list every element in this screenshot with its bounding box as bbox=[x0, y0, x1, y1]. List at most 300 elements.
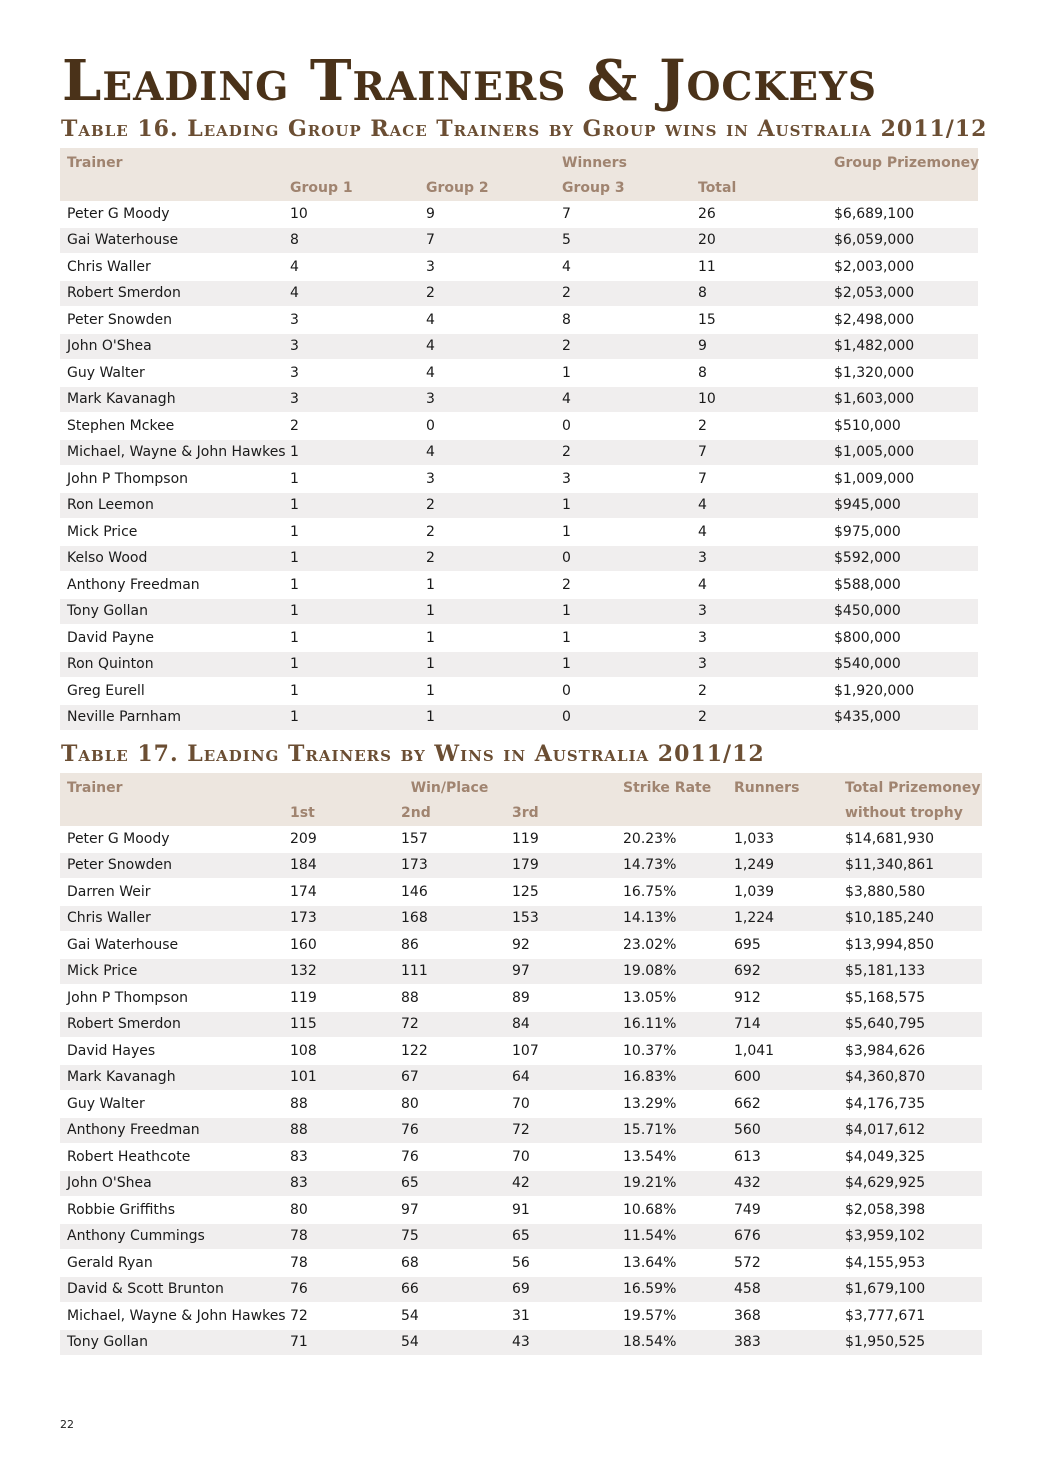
cell-total-prizemoney: $1,679,100 bbox=[838, 1276, 982, 1303]
cell-3rd: 69 bbox=[505, 1276, 616, 1303]
cell-group-1: 2 bbox=[283, 413, 419, 440]
table-row bbox=[60, 492, 978, 519]
table-row bbox=[60, 439, 978, 466]
cell-group-1: 10 bbox=[283, 201, 419, 227]
cell-group-3: 5 bbox=[555, 227, 691, 254]
cell-1st: 88 bbox=[283, 1091, 394, 1118]
cell-trainer: David & Scott Brunton bbox=[60, 1276, 283, 1303]
cell-strike-rate: 14.73% bbox=[616, 852, 727, 879]
cell-trainer: Gerald Ryan bbox=[60, 1250, 283, 1277]
cell-trainer: Anthony Freedman bbox=[60, 1117, 283, 1144]
cell-group-prizemoney: $435,000 bbox=[827, 704, 978, 731]
cell-runners: 1,224 bbox=[727, 905, 838, 932]
cell-total-prizemoney: $3,880,580 bbox=[838, 879, 982, 906]
cell-group-3: 0 bbox=[555, 704, 691, 731]
cell-total-prizemoney: $14,681,930 bbox=[838, 826, 982, 852]
cell-total-prizemoney: $3,984,626 bbox=[838, 1038, 982, 1065]
cell-group-prizemoney: $6,689,100 bbox=[827, 201, 978, 227]
cell-2nd: 75 bbox=[394, 1223, 505, 1250]
header-win-place: Win/Place bbox=[394, 773, 505, 801]
cell-group-2: 2 bbox=[419, 280, 555, 307]
cell-group-3: 0 bbox=[555, 678, 691, 705]
cell-strike-rate: 18.54% bbox=[616, 1329, 727, 1356]
cell-group-2: 9 bbox=[419, 201, 555, 227]
cell-group-3: 7 bbox=[555, 201, 691, 227]
cell-total-prizemoney: $4,360,870 bbox=[838, 1064, 982, 1091]
cell-3rd: 91 bbox=[505, 1197, 616, 1224]
cell-runners: 613 bbox=[727, 1144, 838, 1171]
cell-total: 2 bbox=[691, 704, 827, 731]
cell-group-2: 1 bbox=[419, 678, 555, 705]
cell-runners: 676 bbox=[727, 1223, 838, 1250]
table-row bbox=[60, 852, 982, 879]
cell-group-1: 1 bbox=[283, 572, 419, 599]
cell-2nd: 86 bbox=[394, 932, 505, 959]
table-row bbox=[60, 1091, 982, 1118]
cell-group-3: 0 bbox=[555, 545, 691, 572]
cell-total-prizemoney: $1,950,525 bbox=[838, 1329, 982, 1356]
cell-group-2: 1 bbox=[419, 572, 555, 599]
cell-group-1: 1 bbox=[283, 704, 419, 731]
table-row bbox=[60, 1250, 982, 1277]
cell-1st: 72 bbox=[283, 1303, 394, 1330]
header-2nd: 2nd bbox=[394, 801, 505, 827]
cell-runners: 1,039 bbox=[727, 879, 838, 906]
cell-1st: 101 bbox=[283, 1064, 394, 1091]
cell-2nd: 146 bbox=[394, 879, 505, 906]
cell-2nd: 54 bbox=[394, 1303, 505, 1330]
table-row bbox=[60, 1276, 982, 1303]
cell-trainer: Guy Walter bbox=[60, 360, 283, 387]
cell-runners: 692 bbox=[727, 958, 838, 985]
cell-group-2: 4 bbox=[419, 307, 555, 334]
table-row bbox=[60, 704, 978, 731]
cell-2nd: 97 bbox=[394, 1197, 505, 1224]
cell-group-1: 1 bbox=[283, 466, 419, 493]
cell-2nd: 67 bbox=[394, 1064, 505, 1091]
table-17-header-row-1 bbox=[60, 773, 982, 801]
cell-group-3: 1 bbox=[555, 360, 691, 387]
cell-group-2: 0 bbox=[419, 413, 555, 440]
cell-total: 20 bbox=[691, 227, 827, 254]
cell-total: 3 bbox=[691, 651, 827, 678]
table-row bbox=[60, 360, 978, 387]
cell-runners: 432 bbox=[727, 1170, 838, 1197]
cell-total-prizemoney: $3,959,102 bbox=[838, 1223, 982, 1250]
cell-3rd: 42 bbox=[505, 1170, 616, 1197]
cell-group-2: 3 bbox=[419, 254, 555, 281]
cell-3rd: 65 bbox=[505, 1223, 616, 1250]
cell-runners: 1,041 bbox=[727, 1038, 838, 1065]
cell-trainer: Robbie Griffiths bbox=[60, 1197, 283, 1224]
table-row bbox=[60, 1223, 982, 1250]
cell-group-prizemoney: $945,000 bbox=[827, 492, 978, 519]
cell-total: 26 bbox=[691, 201, 827, 227]
cell-1st: 108 bbox=[283, 1038, 394, 1065]
cell-strike-rate: 13.29% bbox=[616, 1091, 727, 1118]
cell-trainer: Gai Waterhouse bbox=[60, 227, 283, 254]
page-number: 22 bbox=[60, 1418, 74, 1431]
cell-3rd: 92 bbox=[505, 932, 616, 959]
table-row bbox=[60, 1144, 982, 1171]
cell-total: 8 bbox=[691, 280, 827, 307]
cell-strike-rate: 16.83% bbox=[616, 1064, 727, 1091]
cell-group-prizemoney: $510,000 bbox=[827, 413, 978, 440]
cell-trainer: Anthony Freedman bbox=[60, 572, 283, 599]
cell-2nd: 68 bbox=[394, 1250, 505, 1277]
cell-total: 8 bbox=[691, 360, 827, 387]
cell-1st: 174 bbox=[283, 879, 394, 906]
cell-trainer: John O'Shea bbox=[60, 1170, 283, 1197]
cell-trainer: David Payne bbox=[60, 625, 283, 652]
cell-group-prizemoney: $450,000 bbox=[827, 598, 978, 625]
cell-group-prizemoney: $2,498,000 bbox=[827, 307, 978, 334]
table-16-body bbox=[60, 201, 978, 731]
table-row bbox=[60, 386, 978, 413]
cell-trainer: Michael, Wayne & John Hawkes bbox=[60, 439, 283, 466]
cell-3rd: 31 bbox=[505, 1303, 616, 1330]
cell-group-1: 1 bbox=[283, 545, 419, 572]
cell-group-1: 3 bbox=[283, 333, 419, 360]
table-17-body bbox=[60, 826, 982, 1356]
cell-2nd: 157 bbox=[394, 826, 505, 852]
cell-1st: 83 bbox=[283, 1144, 394, 1171]
cell-trainer: Kelso Wood bbox=[60, 545, 283, 572]
cell-trainer: Mark Kavanagh bbox=[60, 1064, 283, 1091]
table-row bbox=[60, 1197, 982, 1224]
cell-trainer: Chris Waller bbox=[60, 254, 283, 281]
header-total-prizemoney: Total Prizemoney bbox=[838, 773, 982, 801]
cell-group-1: 4 bbox=[283, 280, 419, 307]
cell-3rd: 70 bbox=[505, 1091, 616, 1118]
table-row bbox=[60, 1303, 982, 1330]
header-trainer: Trainer bbox=[60, 773, 283, 801]
cell-total: 4 bbox=[691, 519, 827, 546]
cell-group-1: 1 bbox=[283, 598, 419, 625]
cell-trainer: Robert Heathcote bbox=[60, 1144, 283, 1171]
cell-runners: 714 bbox=[727, 1011, 838, 1038]
cell-strike-rate: 16.75% bbox=[616, 879, 727, 906]
cell-runners: 458 bbox=[727, 1276, 838, 1303]
cell-total: 3 bbox=[691, 625, 827, 652]
cell-2nd: 76 bbox=[394, 1117, 505, 1144]
cell-group-2: 4 bbox=[419, 360, 555, 387]
cell-group-3: 1 bbox=[555, 625, 691, 652]
header-winners: Winners bbox=[555, 148, 691, 176]
cell-total: 3 bbox=[691, 545, 827, 572]
header-strike-rate: Strike Rate bbox=[616, 773, 727, 801]
cell-group-3: 1 bbox=[555, 519, 691, 546]
cell-trainer: Darren Weir bbox=[60, 879, 283, 906]
table-row bbox=[60, 958, 982, 985]
table-16-caption: Table 16. Leading Group Race Trainers by Group wins in Australia 2011/12 bbox=[61, 116, 988, 142]
cell-3rd: 84 bbox=[505, 1011, 616, 1038]
cell-group-prizemoney: $1,482,000 bbox=[827, 333, 978, 360]
cell-strike-rate: 19.08% bbox=[616, 958, 727, 985]
cell-trainer: Stephen Mckee bbox=[60, 413, 283, 440]
table-row bbox=[60, 466, 978, 493]
cell-group-3: 2 bbox=[555, 439, 691, 466]
table-row bbox=[60, 307, 978, 334]
header-trainer: Trainer bbox=[60, 148, 283, 176]
cell-group-3: 3 bbox=[555, 466, 691, 493]
table-17-header-row-2 bbox=[60, 801, 982, 827]
cell-group-1: 1 bbox=[283, 651, 419, 678]
cell-3rd: 89 bbox=[505, 985, 616, 1012]
cell-strike-rate: 14.13% bbox=[616, 905, 727, 932]
cell-runners: 383 bbox=[727, 1329, 838, 1356]
cell-1st: 173 bbox=[283, 905, 394, 932]
cell-group-2: 4 bbox=[419, 439, 555, 466]
table-row bbox=[60, 905, 982, 932]
cell-2nd: 76 bbox=[394, 1144, 505, 1171]
cell-group-2: 2 bbox=[419, 492, 555, 519]
cell-group-prizemoney: $2,003,000 bbox=[827, 254, 978, 281]
cell-group-3: 1 bbox=[555, 492, 691, 519]
cell-total-prizemoney: $2,058,398 bbox=[838, 1197, 982, 1224]
cell-total-prizemoney: $5,640,795 bbox=[838, 1011, 982, 1038]
cell-strike-rate: 23.02% bbox=[616, 932, 727, 959]
table-row bbox=[60, 201, 978, 227]
cell-group-prizemoney: $800,000 bbox=[827, 625, 978, 652]
header-group-prizemoney: Group Prizemoney bbox=[827, 148, 978, 176]
header-runners: Runners bbox=[727, 773, 838, 801]
cell-runners: 560 bbox=[727, 1117, 838, 1144]
cell-1st: 83 bbox=[283, 1170, 394, 1197]
cell-total-prizemoney: $4,155,953 bbox=[838, 1250, 982, 1277]
header-total: Total bbox=[691, 176, 827, 202]
table-row bbox=[60, 598, 978, 625]
cell-group-prizemoney: $6,059,000 bbox=[827, 227, 978, 254]
cell-trainer: Ron Leemon bbox=[60, 492, 283, 519]
cell-total-prizemoney: $10,185,240 bbox=[838, 905, 982, 932]
cell-3rd: 153 bbox=[505, 905, 616, 932]
cell-trainer: Chris Waller bbox=[60, 905, 283, 932]
cell-trainer: Mick Price bbox=[60, 519, 283, 546]
cell-group-2: 2 bbox=[419, 545, 555, 572]
cell-2nd: 173 bbox=[394, 852, 505, 879]
cell-group-2: 1 bbox=[419, 704, 555, 731]
cell-group-prizemoney: $1,320,000 bbox=[827, 360, 978, 387]
cell-1st: 78 bbox=[283, 1223, 394, 1250]
cell-1st: 160 bbox=[283, 932, 394, 959]
cell-group-3: 2 bbox=[555, 280, 691, 307]
cell-group-1: 1 bbox=[283, 492, 419, 519]
cell-trainer: Guy Walter bbox=[60, 1091, 283, 1118]
cell-2nd: 66 bbox=[394, 1276, 505, 1303]
cell-group-1: 3 bbox=[283, 307, 419, 334]
table-row bbox=[60, 545, 978, 572]
cell-3rd: 119 bbox=[505, 826, 616, 852]
table-17 bbox=[60, 773, 982, 1356]
cell-2nd: 54 bbox=[394, 1329, 505, 1356]
cell-group-2: 7 bbox=[419, 227, 555, 254]
cell-total-prizemoney: $13,994,850 bbox=[838, 932, 982, 959]
table-row bbox=[60, 413, 978, 440]
cell-strike-rate: 19.57% bbox=[616, 1303, 727, 1330]
header-3rd: 3rd bbox=[505, 801, 616, 827]
cell-trainer: Peter G Moody bbox=[60, 201, 283, 227]
cell-trainer: Peter Snowden bbox=[60, 852, 283, 879]
cell-3rd: 43 bbox=[505, 1329, 616, 1356]
cell-total: 10 bbox=[691, 386, 827, 413]
cell-2nd: 72 bbox=[394, 1011, 505, 1038]
header-without-trophy: without trophy bbox=[838, 801, 982, 827]
table-row bbox=[60, 1011, 982, 1038]
header-group-3: Group 3 bbox=[555, 176, 691, 202]
cell-1st: 78 bbox=[283, 1250, 394, 1277]
cell-group-3: 2 bbox=[555, 572, 691, 599]
cell-strike-rate: 13.64% bbox=[616, 1250, 727, 1277]
table-row bbox=[60, 333, 978, 360]
cell-group-2: 1 bbox=[419, 625, 555, 652]
cell-2nd: 65 bbox=[394, 1170, 505, 1197]
cell-trainer: Ron Quinton bbox=[60, 651, 283, 678]
table-row bbox=[60, 1329, 982, 1356]
table-16-header-row-1 bbox=[60, 148, 978, 176]
table-row bbox=[60, 227, 978, 254]
cell-2nd: 88 bbox=[394, 985, 505, 1012]
cell-2nd: 168 bbox=[394, 905, 505, 932]
cell-trainer: Robert Smerdon bbox=[60, 1011, 283, 1038]
cell-3rd: 125 bbox=[505, 879, 616, 906]
table-row bbox=[60, 678, 978, 705]
cell-group-3: 0 bbox=[555, 413, 691, 440]
cell-trainer: Peter Snowden bbox=[60, 307, 283, 334]
cell-1st: 119 bbox=[283, 985, 394, 1012]
table-row bbox=[60, 1064, 982, 1091]
table-17-caption: Table 17. Leading Trainers by Wins in Australia 2011/12 bbox=[61, 741, 765, 767]
cell-group-prizemoney: $592,000 bbox=[827, 545, 978, 572]
cell-total-prizemoney: $4,049,325 bbox=[838, 1144, 982, 1171]
cell-2nd: 111 bbox=[394, 958, 505, 985]
cell-group-prizemoney: $588,000 bbox=[827, 572, 978, 599]
cell-trainer: Tony Gollan bbox=[60, 1329, 283, 1356]
cell-trainer: Mick Price bbox=[60, 958, 283, 985]
cell-group-3: 4 bbox=[555, 386, 691, 413]
cell-trainer: Mark Kavanagh bbox=[60, 386, 283, 413]
cell-trainer: Anthony Cummings bbox=[60, 1223, 283, 1250]
cell-total-prizemoney: $4,017,612 bbox=[838, 1117, 982, 1144]
cell-runners: 572 bbox=[727, 1250, 838, 1277]
cell-2nd: 80 bbox=[394, 1091, 505, 1118]
table-row bbox=[60, 572, 978, 599]
cell-strike-rate: 11.54% bbox=[616, 1223, 727, 1250]
cell-group-1: 4 bbox=[283, 254, 419, 281]
cell-strike-rate: 10.68% bbox=[616, 1197, 727, 1224]
cell-runners: 695 bbox=[727, 932, 838, 959]
cell-group-prizemoney: $1,920,000 bbox=[827, 678, 978, 705]
cell-strike-rate: 15.71% bbox=[616, 1117, 727, 1144]
cell-group-3: 1 bbox=[555, 598, 691, 625]
cell-group-prizemoney: $1,603,000 bbox=[827, 386, 978, 413]
cell-trainer: Tony Gollan bbox=[60, 598, 283, 625]
cell-total-prizemoney: $5,181,133 bbox=[838, 958, 982, 985]
cell-runners: 600 bbox=[727, 1064, 838, 1091]
table-row bbox=[60, 625, 978, 652]
table-row bbox=[60, 879, 982, 906]
page-title: Leading Trainers & Jockeys bbox=[62, 48, 878, 114]
cell-trainer: Neville Parnham bbox=[60, 704, 283, 731]
cell-group-3: 4 bbox=[555, 254, 691, 281]
cell-group-3: 2 bbox=[555, 333, 691, 360]
cell-total: 2 bbox=[691, 413, 827, 440]
cell-1st: 115 bbox=[283, 1011, 394, 1038]
cell-trainer: John P Thompson bbox=[60, 466, 283, 493]
cell-trainer: Greg Eurell bbox=[60, 678, 283, 705]
cell-total: 2 bbox=[691, 678, 827, 705]
cell-total-prizemoney: $4,629,925 bbox=[838, 1170, 982, 1197]
table-row bbox=[60, 651, 978, 678]
cell-strike-rate: 20.23% bbox=[616, 826, 727, 852]
cell-3rd: 72 bbox=[505, 1117, 616, 1144]
cell-strike-rate: 16.59% bbox=[616, 1276, 727, 1303]
cell-trainer: David Hayes bbox=[60, 1038, 283, 1065]
table-row bbox=[60, 1117, 982, 1144]
cell-total-prizemoney: $5,168,575 bbox=[838, 985, 982, 1012]
cell-1st: 132 bbox=[283, 958, 394, 985]
cell-2nd: 122 bbox=[394, 1038, 505, 1065]
cell-group-1: 1 bbox=[283, 439, 419, 466]
cell-trainer: Michael, Wayne & John Hawkes bbox=[60, 1303, 283, 1330]
cell-3rd: 107 bbox=[505, 1038, 616, 1065]
cell-total: 15 bbox=[691, 307, 827, 334]
cell-3rd: 70 bbox=[505, 1144, 616, 1171]
cell-3rd: 179 bbox=[505, 852, 616, 879]
cell-3rd: 97 bbox=[505, 958, 616, 985]
cell-3rd: 64 bbox=[505, 1064, 616, 1091]
cell-trainer: John O'Shea bbox=[60, 333, 283, 360]
table-row bbox=[60, 1038, 982, 1065]
cell-group-2: 1 bbox=[419, 651, 555, 678]
cell-group-2: 3 bbox=[419, 386, 555, 413]
cell-runners: 1,033 bbox=[727, 826, 838, 852]
cell-group-2: 3 bbox=[419, 466, 555, 493]
cell-group-prizemoney: $975,000 bbox=[827, 519, 978, 546]
cell-total: 7 bbox=[691, 466, 827, 493]
cell-group-prizemoney: $2,053,000 bbox=[827, 280, 978, 307]
cell-group-1: 8 bbox=[283, 227, 419, 254]
cell-total: 4 bbox=[691, 492, 827, 519]
cell-strike-rate: 19.21% bbox=[616, 1170, 727, 1197]
cell-runners: 749 bbox=[727, 1197, 838, 1224]
cell-trainer: Gai Waterhouse bbox=[60, 932, 283, 959]
cell-group-3: 1 bbox=[555, 651, 691, 678]
table-row bbox=[60, 254, 978, 281]
cell-strike-rate: 13.54% bbox=[616, 1144, 727, 1171]
cell-strike-rate: 10.37% bbox=[616, 1038, 727, 1065]
table-16 bbox=[60, 148, 978, 731]
cell-group-1: 1 bbox=[283, 678, 419, 705]
cell-1st: 71 bbox=[283, 1329, 394, 1356]
table-row bbox=[60, 826, 982, 852]
header-group-1: Group 1 bbox=[283, 176, 419, 202]
cell-total: 7 bbox=[691, 439, 827, 466]
header-group-2: Group 2 bbox=[419, 176, 555, 202]
table-16-header-row-2 bbox=[60, 176, 978, 202]
cell-total-prizemoney: $3,777,671 bbox=[838, 1303, 982, 1330]
cell-3rd: 56 bbox=[505, 1250, 616, 1277]
cell-group-1: 1 bbox=[283, 625, 419, 652]
cell-trainer: Peter G Moody bbox=[60, 826, 283, 852]
table-row bbox=[60, 519, 978, 546]
cell-group-prizemoney: $540,000 bbox=[827, 651, 978, 678]
cell-group-1: 3 bbox=[283, 386, 419, 413]
cell-group-1: 1 bbox=[283, 519, 419, 546]
cell-group-1: 3 bbox=[283, 360, 419, 387]
cell-total: 3 bbox=[691, 598, 827, 625]
cell-1st: 88 bbox=[283, 1117, 394, 1144]
